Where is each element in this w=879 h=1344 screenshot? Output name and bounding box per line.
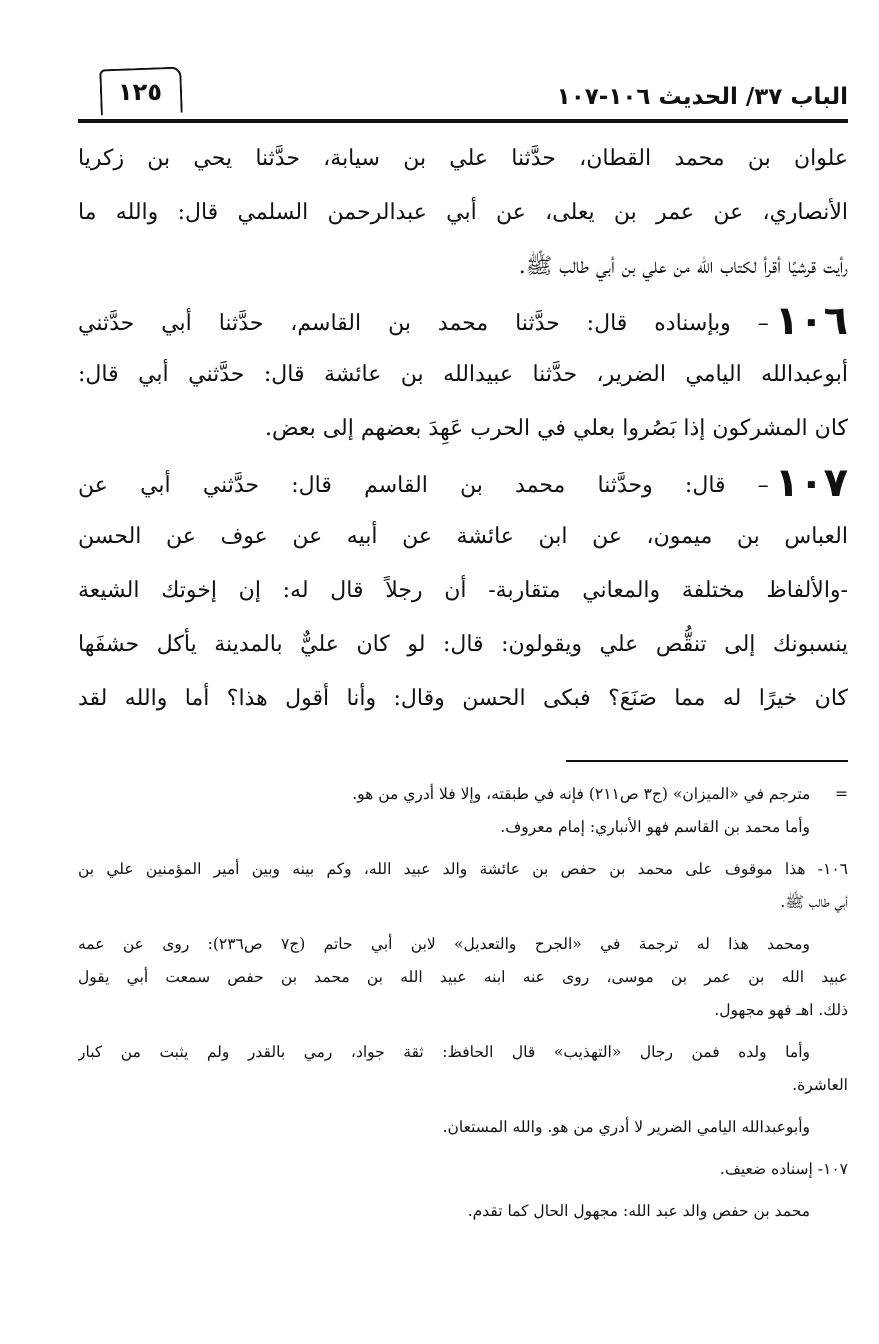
text-segment: – وبإسناده قال: حدَّثنا محمد بن القاسم، حدَّثنا أبي حدَّثني	[78, 311, 769, 336]
text-line: -والألفاظ مختلفة والمعاني متقاربة- أن رجلاً قال له: إن إخوتك الشيعة	[78, 578, 848, 603]
continuation-mark: =	[835, 785, 848, 803]
footnote-line: العاشرة.	[792, 1076, 848, 1094]
footnote-line: محمد بن حفص والد عبد الله: مجهول الحال كما تقدم.	[467, 1202, 810, 1220]
footnote-line	[78, 778, 848, 811]
page-number: ١٢٥	[118, 78, 162, 106]
text-line: كان خيرًا له مما صَنَعَ؟ فبكى الحسن وقال: وأنا أقول هذا؟ أما والله لقد	[78, 686, 848, 711]
page-header	[78, 66, 848, 126]
footnote-line: ومحمد هذا له ترجمة في «الجرح والتعديل» لابن أبي حاتم (ج٧ ص٢٣٦): روى عن عمه	[78, 935, 810, 953]
text-segment: – قال: وحدَّثنا محمد بن القاسم قال: حدَّثني أبي عن	[78, 473, 769, 498]
hadith-107-first-line	[78, 456, 848, 510]
main-text	[78, 132, 848, 726]
footnote-separator	[566, 760, 848, 762]
footnote-line: وأما ولده فمن رجال «التهذيب» قال الحافظ: ثقة جواد، رمي بالقدر ولم يثبت من كبار	[78, 1043, 810, 1061]
footnote-line: وأما محمد بن القاسم فهو الأنباري: إمام معروف.	[500, 818, 810, 836]
hadith-number-106: ١٠٦	[774, 298, 848, 344]
running-head-title: الباب ٣٧/ الحديث ١٠٦-١٠٧	[556, 84, 848, 110]
footnotes	[78, 778, 848, 1228]
text-line: الأنصاري، عن عمر بن يعلى، عن أبي عبدالرحمن السلمي قال: والله ما	[78, 200, 848, 225]
footnote-line: أبي طالب ﷺ.	[780, 893, 848, 911]
text-line: علوان بن محمد القطان، حدَّثنا علي بن سيابة، حدَّثنا يحي بن زكريا	[78, 146, 848, 171]
footnote-line: ذلك. اهـ فهو مجهول.	[714, 1001, 848, 1019]
footnote-line: عبيد الله بن عمر بن موسى، روى عنه ابنه عبيد الله بن محمد بن حفص سمعت أبي يقول	[78, 968, 848, 986]
text-line: كان المشركون إذا بَصُروا بعلي في الحرب عَهِدَ بعضهم إلى بعض.	[265, 416, 848, 441]
text-line: أبوعبدالله اليامي الضرير، حدَّثنا عبيدالله بن عائشة قال: حدَّثني أبي قال:	[78, 362, 848, 387]
hadith-number-107: ١٠٧	[774, 460, 848, 506]
footnote-line: ١٠٦- هذا موقوف على محمد بن حفص بن عائشة والد عبيد الله، وكم بينه وبين أمير المؤمنين علي بن	[78, 860, 848, 878]
text-line: ينسبونك إلى تنقُّص علي ويقولون: قال: لو كان عليٌّ بالمدينة يأكل حشفَها	[78, 632, 848, 657]
header-rule	[78, 119, 848, 123]
footnote-text: مترجم في «الميزان» (ج٣ ص٢١١) فإنه في طبقته، وإلا فلا أدري من هو.	[352, 785, 811, 803]
footnote-line: وأبوعبدالله اليامي الضرير لا أدري من هو. والله المستعان.	[442, 1118, 810, 1136]
hadith-106-first-line	[78, 294, 848, 348]
text-line: رأيت قرشيًا أقرأ لكتاب الله من علي بن أبي طالب ﷺ.	[518, 254, 848, 279]
footnote-line: ١٠٧- إسناده ضعيف.	[719, 1160, 848, 1178]
text-line: العباس بن ميمون، عن ابن عائشة عن أبيه عن عوف عن الحسن	[78, 524, 848, 549]
